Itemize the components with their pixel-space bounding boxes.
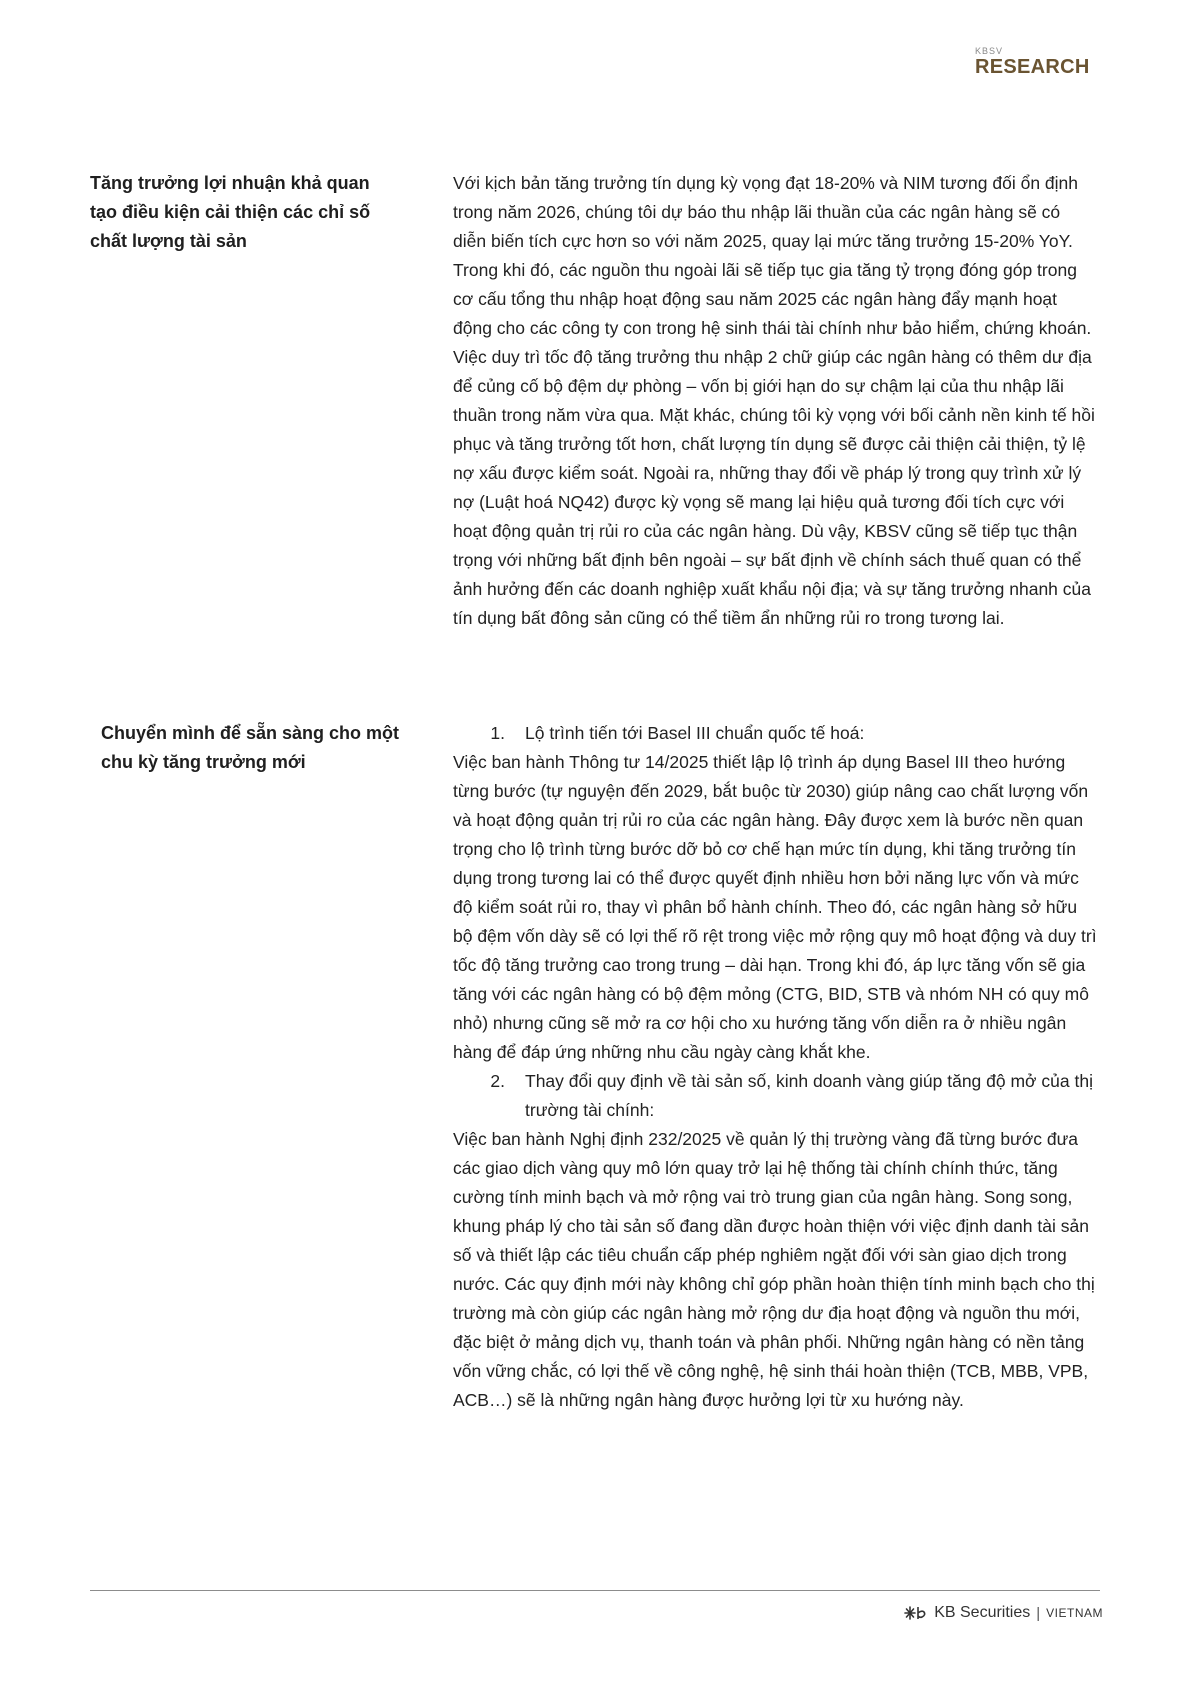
section1-paragraph-2: Việc duy trì tốc độ tăng trưởng thu nhập 2 chữ giúp các ngân hàng có thêm dư địa để củng cố bộ đệm dự phòng – vốn bị giới hạn do sự chậm lại của thu nhập lãi thuần trong năm vừa qua. Mặt khác, chúng tôi kỳ vọng với bối cảnh nền kinh tế hồi phục và tăng trưởng tốt hơn, chất lượng tín dụng sẽ được cải thiện cải thiện, tỷ lệ nợ xấu được kiểm soát. Ngoài ra, những thay đổi về pháp lý trong quy trình xử lý nợ (Luật hoá NQ42) được kỳ vọng sẽ mang lại hiệu quả tương đối tích cực với hoạt động quản trị rủi ro của các ngân hàng. Dù vậy, KBSV cũng sẽ tiếp tục thận trọng với những bất định bên ngoài – sự bất định về chính sách thuế quan có thể ảnh hưởng đến các doanh nghiệp xuất khẩu nội địa; và sự tăng trưởng nhanh của tín dụng bất đông sản cũng có thể tiềm ẩn những rủi ro trong tương lai. xyxy=(453,347,1095,628)
footer-divider xyxy=(90,1590,1100,1591)
kb-star-icon xyxy=(904,1604,928,1622)
list-item-1-number: 1. xyxy=(490,723,505,743)
section1-paragraph-1: Với kịch bản tăng trưởng tín dụng kỳ vọng đạt 18-20% và NIM tương đối ổn định trong năm 2026, chúng tôi dự báo thu nhập lãi thuần của các ngân hàng sẽ có diễn biến tích cực hơn so với năm 2025, quay lại mức tăng trưởng 15-20% YoY. Trong khi đó, các nguồn thu ngoài lãi sẽ tiếp tục gia tăng tỷ trọng đóng góp trong cơ cấu tổng thu nhập hoạt động sau năm 2025 các ngân hàng đẩy mạnh hoạt động cho các công ty con trong hệ sinh thái tài chính như bảo hiểm, chứng khoán. xyxy=(453,173,1092,338)
kbsv-research-logo xyxy=(975,46,1105,78)
footer-country: VIETNAM xyxy=(1046,1606,1103,1620)
section2-body xyxy=(453,719,1098,1415)
list-item-2-number: 2. xyxy=(490,1071,505,1091)
list-item-2-text: Việc ban hành Nghị định 232/2025 về quản lý thị trường vàng đã từng bước đưa các giao dịch vàng quy mô lớn quay trở lại hệ thống tài chính chính thức, tăng cường tính minh bạch và mở rộng vai trò trung gian của ngân hàng. Song song, khung pháp lý cho tài sản số đang dần được hoàn thiện với việc định danh tài sản số và thiết lập các tiêu chuẩn cấp phép nghiêm ngặt đối với sàn giao dịch trong nước. Các quy định mới này không chỉ góp phần hoàn thiện tính minh bạch cho thị trường mà còn giúp các ngân hàng mở rộng dư địa hoạt động và nguồn thu mới, đặc biệt ở mảng dịch vụ, thanh toán và phân phối. Những ngân hàng có nền tảng vốn vững chắc, có lợi thế về công nghệ, hệ sinh thái hoàn thiện (TCB, MBB, VPB, ACB…) sẽ là những ngân hàng được hưởng lợi từ xu hướng này. xyxy=(453,1129,1095,1410)
list-item-2-title: Thay đổi quy định về tài sản số, kinh doanh vàng giúp tăng độ mở của thị trường tài chính: xyxy=(525,1071,1093,1120)
section1-heading: Tăng trưởng lợi nhuận khả quan tạo điều kiện cải thiện các chỉ số chất lượng tài sản xyxy=(90,173,371,251)
footer-separator: | xyxy=(1036,1604,1041,1622)
footer-brand xyxy=(893,1604,1103,1622)
footer-brand-name: KB Securities xyxy=(934,1604,1031,1621)
list-item-1 xyxy=(453,719,1098,748)
logo-kbsv-text: KBSV xyxy=(975,46,1004,56)
list-item-1-text: Việc ban hành Thông tư 14/2025 thiết lập lộ trình áp dụng Basel III theo hướng từng bước (tự nguyện đến 2029, bắt buộc từ 2030) giúp nâng cao chất lượng vốn và hoạt động quản trị rủi ro của các ngân hàng. Đây được xem là bước nền quan trọng cho lộ trình từng bước dỡ bỏ cơ chế hạn mức tín dụng, khi tăng trưởng tín dụng trong tương lai có thể được quyết định nhiều hơn bởi năng lực vốn và mức độ kiểm soát rủi ro, thay vì phân bổ hành chính. Theo đó, các ngân hàng sở hữu bộ đệm vốn dày sẽ có lợi thế rõ rệt trong việc mở rộng quy mô hoạt động và duy trì tốc độ tăng trưởng cao trong trung – dài hạn. Trong khi đó, áp lực tăng vốn sẽ gia tăng với các ngân hàng có bộ đệm mỏng (CTG, BID, STB và nhóm NH có quy mô nhỏ) nhưng cũng sẽ mở ra cơ hội cho xu hướng tăng vốn diễn ra ở nhiều ngân hàng để đáp ứng những nhu cầu ngày càng khắt khe. xyxy=(453,752,1097,1062)
list-item-2 xyxy=(453,1067,1098,1125)
section2-heading: Chuyển mình để sẵn sàng cho một chu kỳ tăng trưởng mới xyxy=(101,723,400,772)
section1-body xyxy=(453,169,1098,633)
logo-research-text: RESEARCH xyxy=(975,56,1090,78)
list-item-1-title: Lộ trình tiến tới Basel III chuẩn quốc tế hoá: xyxy=(525,723,865,743)
